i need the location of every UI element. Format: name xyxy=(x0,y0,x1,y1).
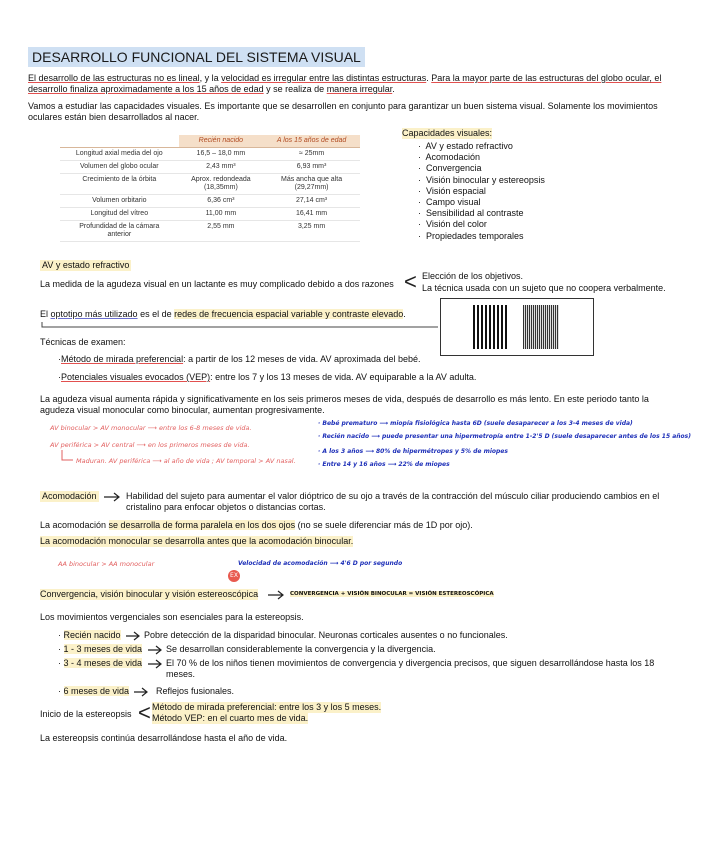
agudeza-line2: agudeza visual monocular como binocular, aumentan progresivamente. xyxy=(40,405,325,415)
handwritten-note-red: AA binocular > AA monocular xyxy=(58,560,155,568)
section-heading-acomodacion: Acomodación xyxy=(42,491,97,501)
tecnica-text: : a partir de los 12 meses de vida. AV aproximada del bebé. xyxy=(183,354,421,364)
example-circle-icon: EX xyxy=(228,570,240,582)
list-item: · AV y estado refractivo xyxy=(418,141,513,151)
intro-text: . xyxy=(426,73,432,83)
table-cell: 16,5 – 18,0 mm xyxy=(179,148,264,161)
section-heading-av: AV y estado refractivo xyxy=(42,260,130,270)
tecnica-2: ·Potenciales visuales evocados (VEP): entre los 7 y los 13 meses de vida. AV equiparable a la AV adulta. xyxy=(58,372,477,382)
table-cell: 6,93 mm³ xyxy=(263,161,360,174)
handwritten-note-blue-text: Bebé prematuro ⟶ miopía fisiológica hasta 6D (suele desaparecer a los 3-4 meses de vida) xyxy=(322,420,633,427)
grating-card-image xyxy=(440,298,594,356)
inicio-estereopsis: Inicio de la estereopsis xyxy=(40,709,132,719)
list-item: · Acomodación xyxy=(418,152,481,163)
intro-text: , y la xyxy=(199,73,222,83)
acomodacion-def-line2: cristalino para enfocar objetos o distancias cortas. xyxy=(126,502,326,512)
table-cell: 11,00 mm xyxy=(179,208,264,221)
list-item-label: Campo visual xyxy=(426,197,481,208)
list-item: · Propiedades temporales xyxy=(418,230,524,241)
growth-table-wrapper xyxy=(60,135,360,242)
item-label: 1 - 3 meses de vida xyxy=(63,644,143,654)
list-item-label: AV y estado refractivo xyxy=(425,141,513,151)
table-row xyxy=(60,195,360,208)
convergencia-item-text-cont: meses. xyxy=(166,669,196,679)
handwritten-note-blue: · Recién nacido ⟶ puede presentar una hipermetropía entre 1-2'5 D (suele desaparecer antes de los 15 años) xyxy=(318,433,691,440)
page-title: DESARROLLO FUNCIONAL DEL SISTEMA VISUAL xyxy=(28,47,365,67)
list-item-label: Propiedades temporales xyxy=(426,230,524,241)
arrow-right-icon xyxy=(148,659,166,669)
item-label: 3 - 4 meses de vida xyxy=(63,658,143,668)
av-measure-text: La medida de la agudeza visual en un lactante es muy complicado debido a dos razones xyxy=(40,279,394,289)
convergencia-item-text: Reflejos fusionales. xyxy=(156,686,235,696)
table-row xyxy=(60,221,360,242)
table-header xyxy=(60,135,179,148)
reason-2: La técnica usada con un sujeto que no coopera verbalmente. xyxy=(422,283,666,293)
convergencia-item-text: Se desarrollan considerablemente la convergencia y la divergencia. xyxy=(166,644,436,654)
inicio-metodo-2: Método VEP: en el cuarto mes de vida. xyxy=(152,713,309,723)
handwritten-note-red: AV periférica > AV central ⟶ en los primeros meses de vida. xyxy=(50,441,250,449)
intro-text: Para la mayor parte de las estructuras del globo ocular, el xyxy=(431,73,662,83)
acomodacion-paralela xyxy=(40,520,473,531)
tecnica-label: Potenciales visuales evocados (VEP) xyxy=(61,372,211,382)
list-item: · Campo visual xyxy=(418,197,481,208)
intro-text: desarrollo finaliza aproximadamente a los 15 años de edad xyxy=(28,84,264,94)
intro-text: manera irregular xyxy=(326,84,393,94)
arrow-right-icon xyxy=(134,687,152,697)
table-cell: 3,25 mm xyxy=(263,221,360,242)
inicio-metodo-1: Método de mirada preferencial: entre los 3 y los 5 meses. xyxy=(152,702,382,712)
table-cell: ≈ 25mm xyxy=(263,148,360,161)
optotipo-text: redes de frecuencia espacial variable y contraste elevado xyxy=(174,309,404,319)
underline-marker xyxy=(40,321,440,329)
list-item-label: Visión espacial xyxy=(426,185,486,196)
reason-1: Elección de los objetivos. xyxy=(422,271,524,281)
list-item: · Convergencia xyxy=(418,163,482,174)
table-cell: Más ancha que alta (29,27mm) xyxy=(263,174,360,195)
item-label: Recién nacido xyxy=(63,630,121,640)
convergencia-item-text: Pobre detección de la disparidad binocular. Neuronas corticales ausentes o no funcionales. xyxy=(144,630,508,640)
list-item-label: Sensibilidad al contraste xyxy=(426,208,524,219)
estereopsis-final: La estereopsis continúa desarrollándose hasta el año de vida. xyxy=(40,733,288,743)
table-row xyxy=(60,148,360,161)
handwritten-note-red: AV binocular > AV monocular ⟶ entre los 6-8 meses de vida. xyxy=(50,424,252,432)
table-cell: Aprox. redondeada (18,35mm) xyxy=(179,174,264,195)
handwritten-note-blue-text: Recién nacido ⟶ puede presentar una hipermetropía entre 1-2'5 D (suele desaparecer antes de los 15 años) xyxy=(322,433,691,440)
table-row xyxy=(60,174,360,195)
table-header: Recién nacido xyxy=(179,135,264,148)
item-label: 6 meses de vida xyxy=(63,686,130,696)
capacidades-list xyxy=(418,141,618,242)
table-cell: Crecimiento de la órbita xyxy=(60,174,179,195)
agudeza-line1: La agudeza visual aumenta rápida y significativamente en los seis primeros meses de vida, después de desarrollo es más lento. En este periodo tanto la xyxy=(40,394,649,404)
acomodacion-def-line1: Habilidad del sujeto para aumentar el valor dióptrico de su ojo a través de la contracción del músculo ciliar produciendo cambios en el xyxy=(126,491,660,501)
optotipo-text: optotipo más utilizado xyxy=(50,309,138,319)
growth-table xyxy=(60,135,360,242)
acomodacion-text: (no se suele diferenciar más de 1D por ojo). xyxy=(295,520,473,530)
table-cell: Profundidad de la cámara anterior xyxy=(60,221,179,242)
arrow-right-icon xyxy=(104,492,124,502)
table-cell: Volumen del globo ocular xyxy=(60,161,179,174)
fine-grating xyxy=(523,305,559,349)
tecnicas-heading: Técnicas de examen: xyxy=(40,337,126,347)
list-item: · Visión del color xyxy=(418,219,487,230)
intro-paragraph xyxy=(28,73,678,84)
handwritten-note-blue-text: Entre 14 y 16 años ⟶ 22% de miopes xyxy=(322,461,450,468)
capacidades-intro-line2: oculares están bien desarrollados al nacer. xyxy=(28,112,200,122)
tecnica-label: Método de mirada preferencial xyxy=(61,354,184,364)
table-row xyxy=(60,161,360,174)
brace-icon: < xyxy=(404,269,417,294)
convergencia-formula: CONVERGENCIA + VISIÓN BINOCULAR = VISIÓN ESTEREOSCÓPICA xyxy=(290,591,494,597)
convergencia-item-text: El 70 % de los niños tienen movimientos de convergencia y divergencia precisos, que siguen desarrollándose hasta los 18 xyxy=(166,658,655,668)
convergencia-intro: Los movimientos vergenciales son esenciales para la estereopsis. xyxy=(40,612,304,622)
convergencia-item: · 3 - 4 meses de vida xyxy=(58,658,143,668)
capacidades-heading: Capacidades visuales: xyxy=(402,128,493,138)
acomodacion-text: se desarrolla de forma paralela en los dos ojos xyxy=(108,520,296,530)
intro-text: velocidad es irregular entre las distintas estructuras xyxy=(221,73,427,83)
optotipo-text: . xyxy=(403,309,406,319)
table-row xyxy=(60,208,360,221)
arrow-right-icon xyxy=(148,645,166,655)
handwritten-note-blue-text: A los 3 años ⟶ 80% de hipermétropes y 5% de miopes xyxy=(322,448,508,455)
handwritten-note-blue: Velocidad de acomodación ⟶ 4'6 D por segundo xyxy=(238,560,403,567)
table-cell: 16,41 mm xyxy=(263,208,360,221)
list-item: · Sensibilidad al contraste xyxy=(418,208,524,219)
list-item: · Visión binocular y estereopsis xyxy=(418,174,545,185)
acomodacion-monocular: La acomodación monocular se desarrolla antes que la acomodación binocular. xyxy=(40,536,354,546)
list-item-label: Acomodación xyxy=(425,152,481,163)
arrow-right-icon xyxy=(126,631,144,641)
table-cell: 27,14 cm³ xyxy=(263,195,360,208)
table-cell: 2,43 mm³ xyxy=(179,161,264,174)
arrow-right-icon xyxy=(268,590,288,600)
optotipo-text: El xyxy=(40,309,51,319)
section-heading-convergencia: Convergencia, visión binocular y visión estereoscópica xyxy=(40,589,259,599)
coarse-grating xyxy=(473,305,509,349)
table-cell: 2,55 mm xyxy=(179,221,264,242)
capacidades-intro-line1: Vamos a estudiar las capacidades visuales. Es importante que se desarrollen en conjunto para garantizar un buen sistema visual. Solamente los movimientos xyxy=(28,101,658,111)
intro-paragraph-line2 xyxy=(28,84,678,95)
handwritten-note-blue: · Entre 14 y 16 años ⟶ 22% de miopes xyxy=(318,461,450,468)
corner-arrow-icon xyxy=(60,450,74,464)
optotipo-text: es el de xyxy=(137,309,175,319)
intro-text: y se realiza de xyxy=(263,84,327,94)
table-cell: Longitud del vítreo xyxy=(60,208,179,221)
table-cell: Longitud axial media del ojo xyxy=(60,148,179,161)
table-cell: Volumen orbitario xyxy=(60,195,179,208)
handwritten-note-red: Maduran. AV periférica ⟶ al año de vida ; AV temporal > AV nasal. xyxy=(76,457,296,465)
tecnica-text: : entre los 7 y los 13 meses de vida. AV equiparable a la AV adulta. xyxy=(210,372,477,382)
handwritten-note-blue: · Bebé prematuro ⟶ miopía fisiológica hasta 6D (suele desaparecer a los 3-4 meses de vida) xyxy=(318,420,633,427)
list-item: · Visión espacial xyxy=(418,185,486,196)
table-header-row xyxy=(60,135,360,148)
convergencia-item: · 6 meses de vida xyxy=(58,686,130,696)
convergencia-item: · 1 - 3 meses de vida xyxy=(58,644,143,654)
acomodacion-text: La acomodación xyxy=(40,520,109,530)
brace-icon: < xyxy=(138,700,151,725)
list-item-label: Visión binocular y estereopsis xyxy=(426,174,545,185)
table-cell: 6,36 cm³ xyxy=(179,195,264,208)
list-item-label: Convergencia xyxy=(426,163,482,174)
handwritten-note-blue: · A los 3 años ⟶ 80% de hipermétropes y 5% de miopes xyxy=(318,448,508,455)
intro-text: . xyxy=(392,84,395,94)
intro-text: El desarrollo de las estructuras no es lineal xyxy=(28,73,200,83)
list-item-label: Visión del color xyxy=(426,219,487,230)
table-header: A los 15 años de edad xyxy=(263,135,360,148)
tecnica-1: ·Método de mirada preferencial: a partir de los 12 meses de vida. AV aproximada del bebé. xyxy=(58,354,421,364)
convergencia-item: · Recién nacido xyxy=(58,630,121,640)
optotipo-sentence xyxy=(40,309,406,320)
